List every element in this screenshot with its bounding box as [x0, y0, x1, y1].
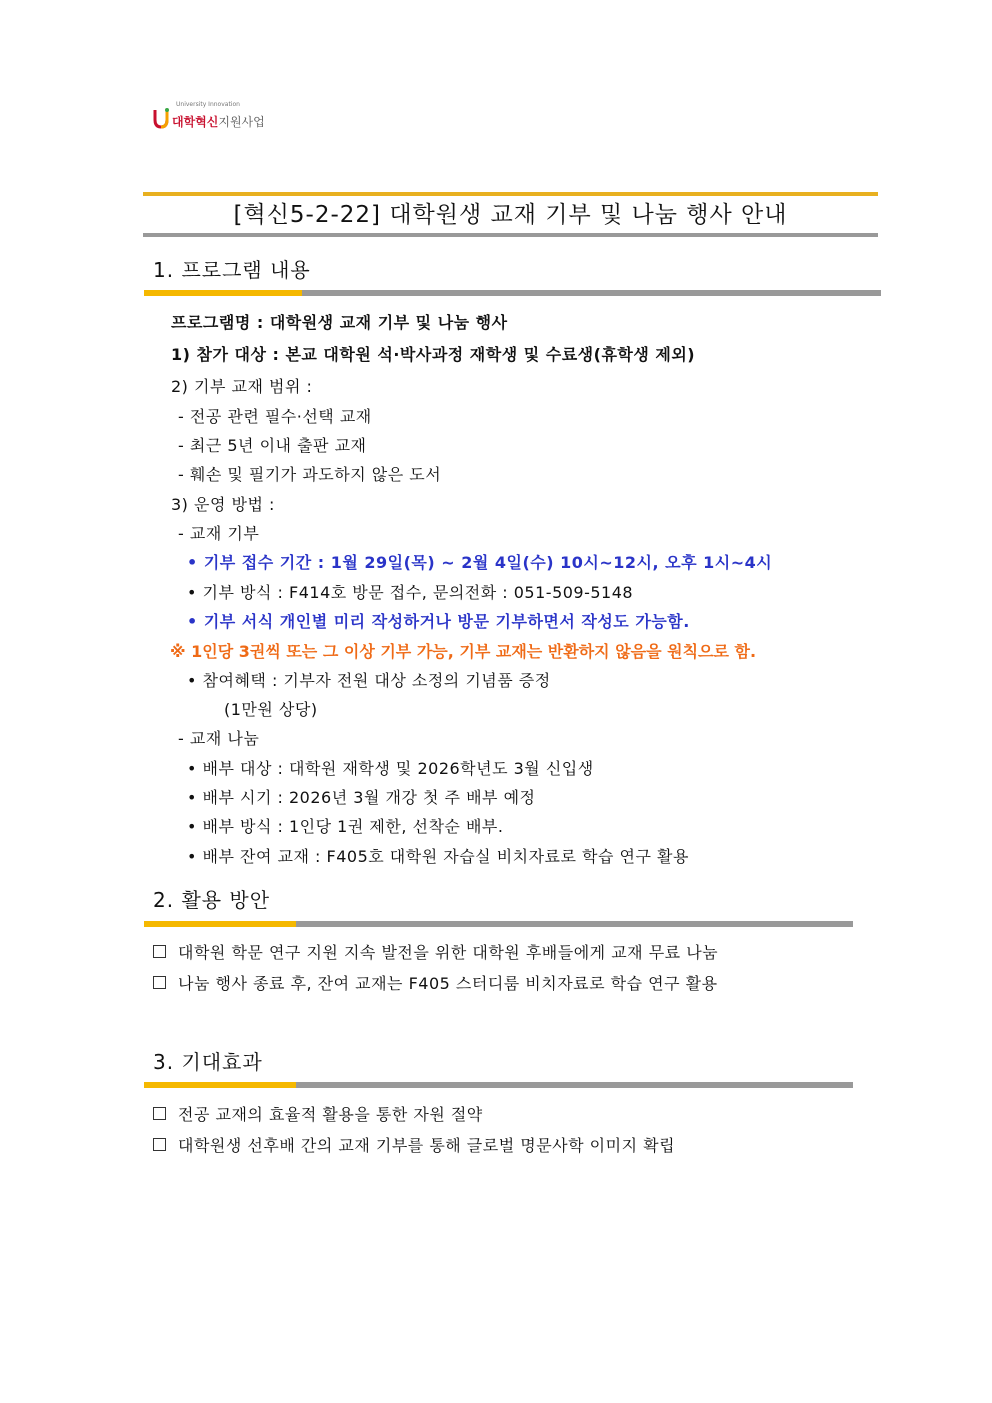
section-2-rule — [144, 921, 853, 927]
logo-text: 대학혁신지원사업 — [172, 115, 265, 129]
donation-period: • 기부 접수 기간 : 1월 29일(목) ~ 2월 4일(수) 10시~12시, 오후 1시~4시 — [187, 553, 773, 572]
bullet-icon: • — [187, 612, 198, 631]
bullet-icon: • — [187, 553, 198, 572]
donation-heading: - 교재 기부 — [178, 524, 260, 543]
sharing-item: • 배부 시기 : 2026년 3월 개강 첫 주 배부 예정 — [187, 788, 536, 807]
bullet-icon: • — [187, 759, 197, 778]
effect-item: 대학원생 선후배 간의 교재 기부를 통해 글로벌 명문사학 이미지 확립 — [153, 1135, 675, 1157]
participant-target: 1) 참가 대상 : 본교 대학원 석·박사과정 재학생 및 수료생(휴학생 제외) — [171, 345, 696, 364]
donation-notice: ※ 1인당 3권씩 또는 그 이상 기부 가능, 기부 교재는 반환하지 않음을 원칙으로 함. — [170, 642, 757, 661]
bullet-icon: • — [187, 847, 197, 866]
utilization-item: 대학원 학문 연구 지원 지속 발전을 위한 대학원 후배들에게 교재 무료 나눔 — [153, 942, 718, 964]
sharing-heading: - 교재 나눔 — [178, 729, 260, 748]
scope-item: - 훼손 및 필기가 과도하지 않은 도서 — [178, 465, 442, 484]
benefit-note: (1만원 상당) — [224, 700, 318, 719]
scope-item: - 최근 5년 이내 출판 교재 — [178, 436, 367, 455]
bullet-icon: • — [187, 671, 197, 690]
section-3-rule — [144, 1082, 853, 1088]
scope-item: - 전공 관련 필수·선택 교재 — [178, 407, 372, 426]
section-1-heading: 1. 프로그램 내용 — [153, 258, 311, 282]
checkbox-icon — [153, 945, 166, 958]
university-innovation-logo — [152, 104, 265, 130]
bullet-icon: • — [187, 817, 197, 836]
sharing-item: • 배부 방식 : 1인당 1권 제한, 선착순 배부. — [187, 817, 504, 836]
method-heading: 3) 운영 방법 : — [171, 495, 275, 514]
bullet-icon: • — [187, 788, 197, 807]
donation-form: • 기부 서식 개인별 미리 작성하거나 방문 기부하면서 작성도 가능함. — [187, 612, 690, 631]
scope-heading: 2) 기부 교재 범위 : — [171, 377, 313, 396]
section-3-heading: 3. 기대효과 — [153, 1050, 263, 1074]
section-1-rule — [144, 290, 881, 296]
title-bottom-rule — [143, 233, 878, 237]
title-top-rule — [143, 192, 878, 196]
donation-method: • 기부 방식 : F414호 방문 접수, 문의전화 : 051-509-5148 — [187, 583, 634, 602]
logo-subtitle: University Innovation — [176, 101, 240, 108]
participation-benefit: • 참여혜택 : 기부자 전원 대상 소정의 기념품 증정 — [187, 671, 551, 690]
program-name: 프로그램명 : 대학원생 교재 기부 및 나눔 행사 — [171, 313, 508, 332]
sharing-item: • 배부 잔여 교재 : F405호 대학원 자습실 비치자료로 학습 연구 활용 — [187, 847, 689, 866]
utilization-item: 나눔 행사 종료 후, 잔여 교재는 F405 스터디룸 비치자료로 학습 연구 활용 — [153, 973, 718, 995]
logo-u-icon — [152, 108, 170, 130]
checkbox-icon — [153, 1138, 166, 1151]
effect-item: 전공 교재의 효율적 활용을 통한 자원 절약 — [153, 1104, 483, 1126]
sharing-item: • 배부 대상 : 대학원 재학생 및 2026학년도 3월 신입생 — [187, 759, 594, 778]
bullet-icon: • — [187, 583, 197, 602]
section-2-heading: 2. 활용 방안 — [153, 888, 271, 912]
checkbox-icon — [153, 1107, 166, 1120]
checkbox-icon — [153, 976, 166, 989]
page-title: [혁신5-2-22] 대학원생 교재 기부 및 나눔 행사 안내 — [233, 202, 788, 228]
